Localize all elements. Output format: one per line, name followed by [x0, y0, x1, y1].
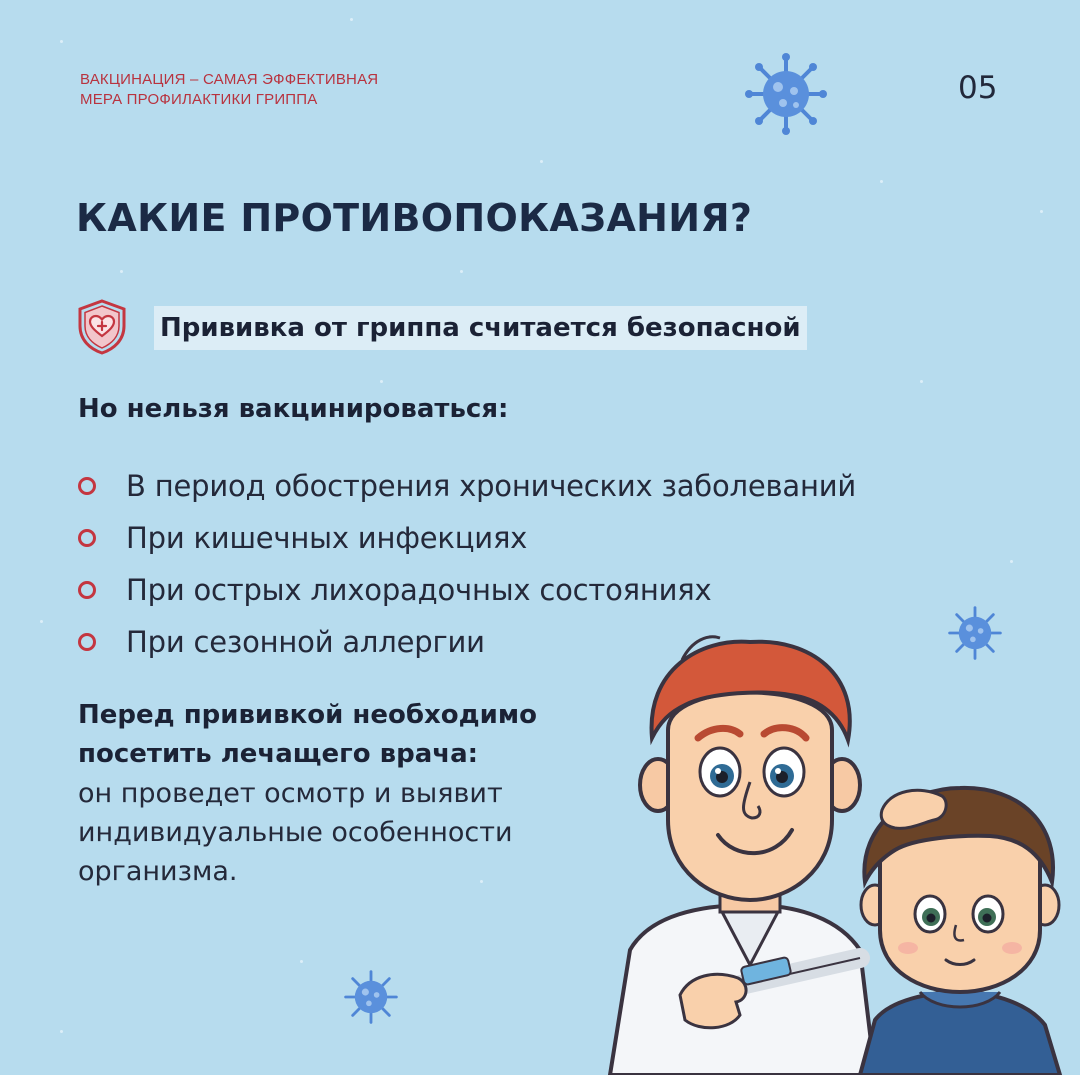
- list-item: [78, 564, 856, 616]
- circle-bullet-icon: [78, 477, 96, 495]
- page-title: КАКИЕ ПРОТИВОПОКАЗАНИЯ?: [76, 196, 753, 240]
- header-title: [80, 70, 640, 110]
- list-item-text: При сезонной аллергии: [126, 625, 485, 659]
- header-title-line2: МЕРА ПРОФИЛАКТИКИ ГРИППА: [80, 91, 318, 108]
- shield-heart-icon: [76, 298, 128, 356]
- header-title-line1: ВАКЦИНАЦИЯ – САМАЯ ЭФФЕКТИВНАЯ: [80, 71, 379, 88]
- advice-paragraph: [78, 696, 638, 891]
- advice-bold-line1: Перед прививкой необходимо: [78, 700, 537, 730]
- sub-heading: Но нельзя вакцинироваться:: [78, 394, 509, 424]
- list-item-text: В период обострения хронических заболеваний: [126, 469, 857, 503]
- virus-icon: [340, 966, 402, 1028]
- advice-line3: организма.: [78, 856, 238, 887]
- list-item: [78, 460, 856, 512]
- list-item-text: При кишечных инфекциях: [126, 521, 528, 555]
- advice-line2: индивидуальные особенности: [78, 817, 513, 848]
- list-item: [78, 512, 856, 564]
- circle-bullet-icon: [78, 633, 96, 651]
- safe-note: Прививка от гриппа считается безопасной: [154, 306, 807, 350]
- page-number: 05: [958, 70, 998, 106]
- circle-bullet-icon: [78, 529, 96, 547]
- virus-icon: [742, 50, 830, 138]
- advice-bold-line2: посетить лечащего врача:: [78, 739, 479, 769]
- advice-line1: он проведет осмотр и выявит: [78, 778, 503, 809]
- circle-bullet-icon: [78, 581, 96, 599]
- list-item-text: При острых лихорадочных состояниях: [126, 573, 712, 607]
- doctor-child-illustration: [590, 620, 1080, 1075]
